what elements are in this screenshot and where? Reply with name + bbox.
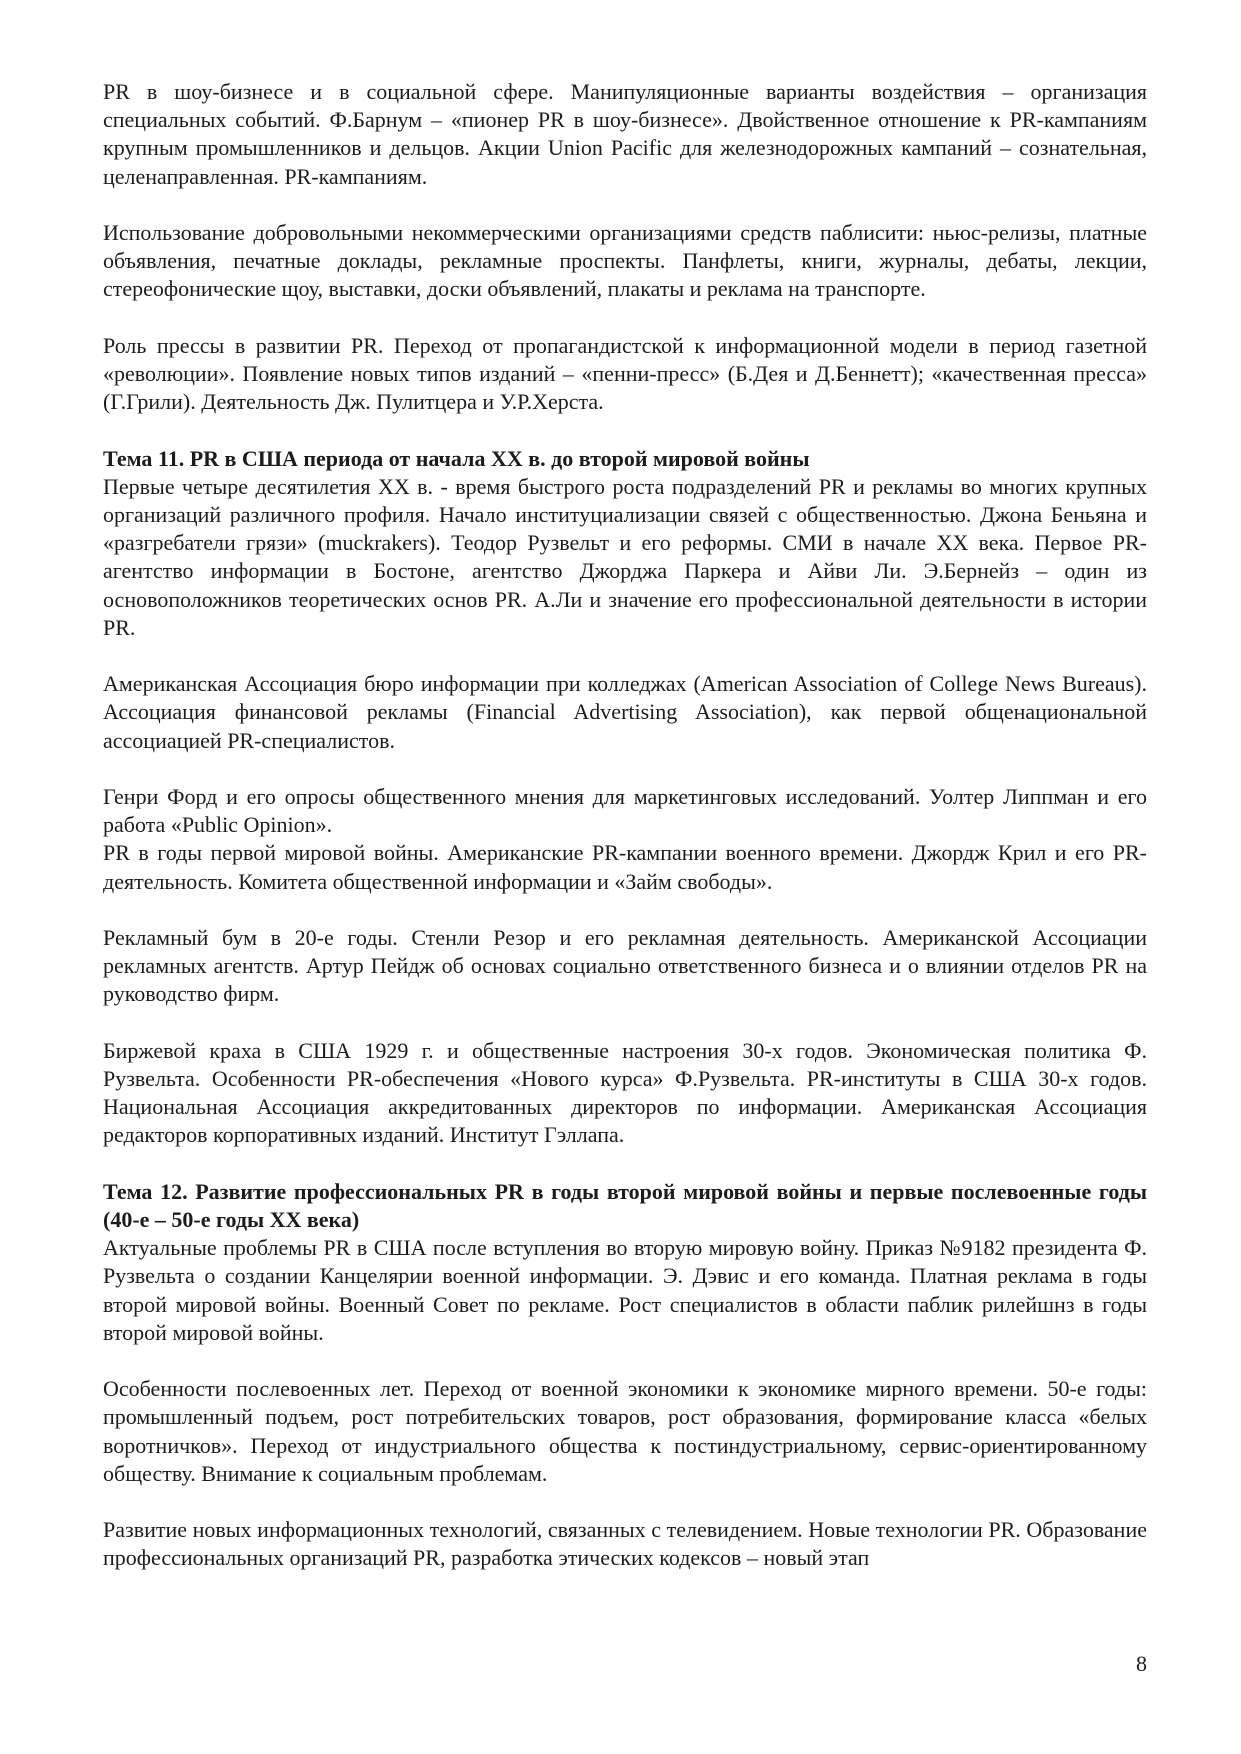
paragraph: Роль прессы в развитии PR. Переход от пропагандистской к информационной модели в период газетной «революции». Появление новых типов изданий – «пенни-пресс» (Б.Дея и Д.Беннетт); «качественная пресса» (Г.Грили). Деятельность Дж. Пулитцера и У.Р.Херста.	[103, 332, 1147, 415]
page-content	[103, 78, 1147, 1573]
paragraph: Использование добровольными некоммерческими организациями средств паблисити: ньюс-релизы, платные объявления, печатные доклады, рекламные проспекты. Панфлеты, книги, журналы, дебаты, лекции, стереофонические щоу, выставки, доски объявлений, плакаты и реклама на транспорте.	[103, 220, 1147, 302]
paragraph: Американская Ассоциация бюро информации при колледжах (American Association of College News Bureaus). Ассоциация финансовой рекламы (Financial Advertising Association), как первой общенациональной ассоциацией PR-специалистов.	[103, 671, 1147, 753]
paragraph: PR в шоу-бизнесе и в социальной сфере. Манипуляционные варианты воздействия – организация специальных событий. Ф.Барнум – «пионер PR в шоу-бизнесе». Двойственное отношение к PR-кампаниям крупным промышленников и дельцов. Акции Union Pacific для железнодорожных кампаний – сознательная, целенаправленная. PR-кампаниям.	[103, 79, 1147, 189]
section-heading: Тема 11. PR в США периода от начала XX в. до второй мировой войны	[103, 445, 810, 471]
paragraph: Биржевой краха в США 1929 г. и общественные настроения 30-х годов. Экономическая политика Ф. Рузвельта. Особенности PR-обеспечения «Нового курса» Ф.Рузвельта. PR-институты в США 30-х годов. Национальная Ассоциация аккредитованных директоров по информации. Американская Ассоциация редакторов корпоративных изданий. Институт Гэллапа.	[103, 1037, 1147, 1148]
paragraph: Актуальные проблемы PR в США после вступления во вторую мировую войну. Приказ №9182 президента Ф. Рузвельта о создании Канцелярии военной информации. Э. Дэвис и его команда. Платная реклама в годы второй мировой войны. Военный Совет по рекламе. Рост специалистов в области паблик рилейшнз в годы второй мировой войны.	[103, 1235, 1147, 1345]
page-number: 8	[1136, 1651, 1147, 1676]
paragraph: PR в годы первой мировой войны. Американские PR-кампании военного времени. Джордж Крил и его PR-деятельность. Комитета общественной информации и «Займ свободы».	[103, 840, 1147, 894]
paragraph: Генри Форд и его опросы общественного мнения для маркетинговых исследований. Уолтер Липпман и его работа «Public Opinion».	[103, 784, 1147, 838]
paragraph: Рекламный бум в 20-е годы. Стенли Резор и его рекламная деятельность. Американской Ассоциации рекламных агентств. Артур Пейдж об основах социально ответственного бизнеса и о влиянии отделов PR на руководство фирм.	[103, 925, 1147, 1007]
paragraph: Особенности послевоенных лет. Переход от военной экономики к экономике мирного времени. 50-е годы: промышленный подъем, рост потребительских товаров, рост образования, формирование класса «белых воротничков». Переход от индустриального общества к постиндустриальному, сервис-ориентированному обществу. Внимание к социальным проблемам.	[103, 1376, 1147, 1486]
paragraph: Развитие новых информационных технологий, связанных с телевидением. Новые технологии PR. Образование профессиональных организаций PR, разработка этических кодексов – новый этап	[103, 1517, 1147, 1571]
section-heading: Тема 12. Развитие профессиональных PR в годы второй мировой войны и первые послевоенные годы (40-е – 50-е годы XX века)	[103, 1178, 1147, 1232]
paragraph: Первые четыре десятилетия XX в. - время быстрого роста подразделений PR и рекламы во многих крупных организаций различного профиля. Начало институциализации связей с общественностью. Джона Беньяна и «разгребатели грязи» (muckrakers). Теодор Рузвельт и его реформы. СМИ в начале XX века. Первое PR-агентство информации в Бостоне, агентство Джорджа Паркера и Айви Ли. Э.Бернейз – один из основоположников теоретических основ PR. А.Ли и значение его профессиональной деятельности в истории PR.	[103, 473, 1147, 640]
